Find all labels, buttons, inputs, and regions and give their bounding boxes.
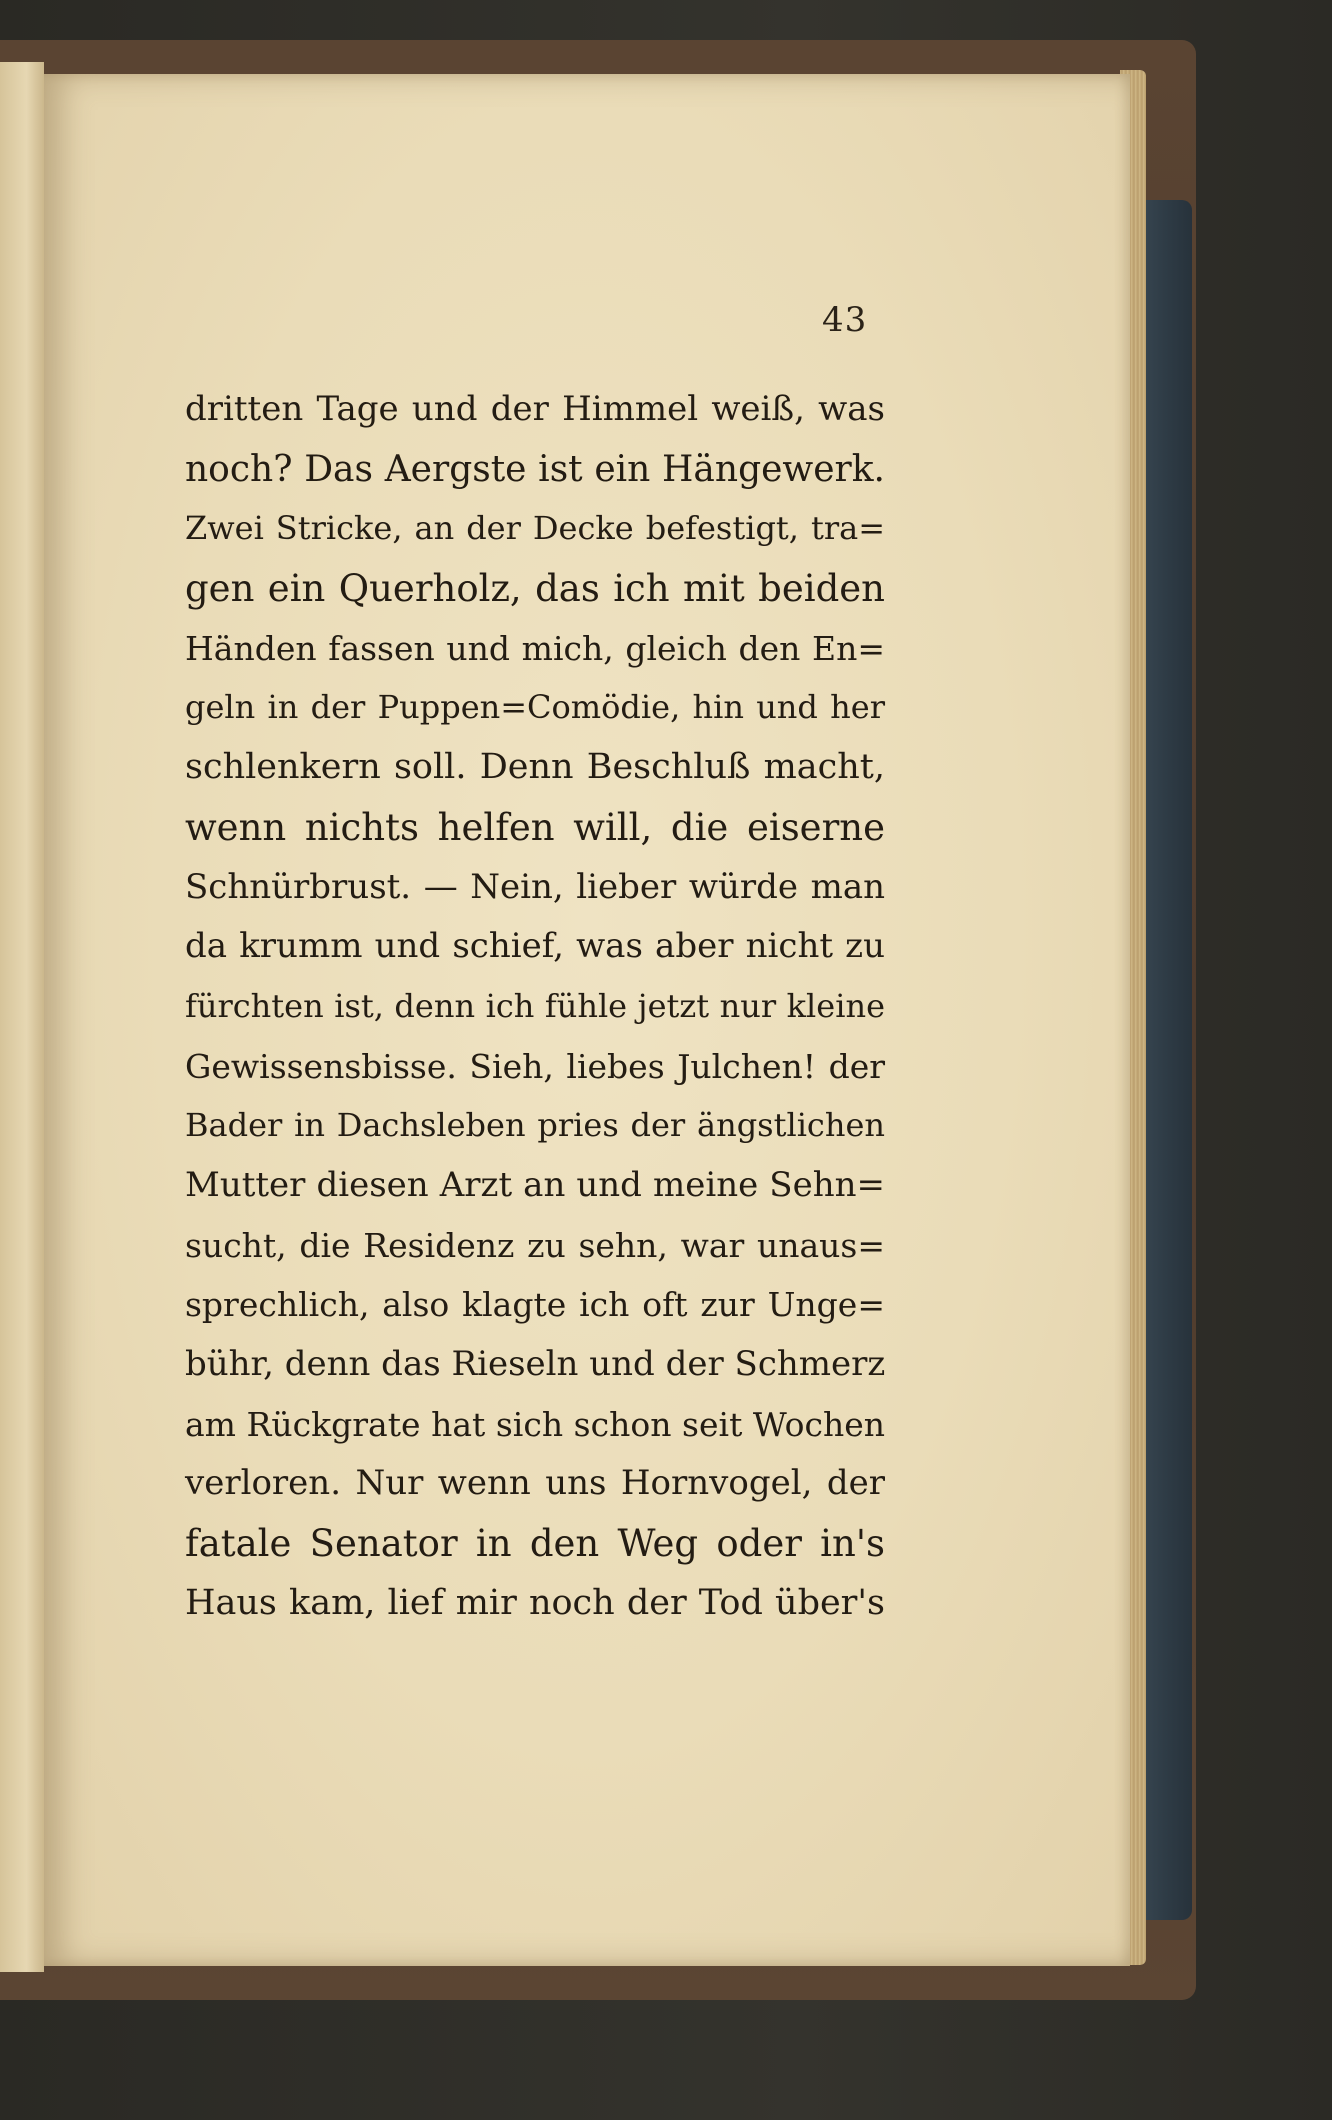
page-number: 43: [822, 300, 868, 340]
text-line: noch? Das Aergste ist ein Hängewerk.: [185, 448, 885, 490]
text-line: fatale Senator in den Weg oder in's: [185, 1522, 885, 1566]
text-line: Gewissensbisse. Sieh, liebes Julchen! der: [185, 1046, 885, 1086]
text-line: wenn nichts helfen will, die eiserne: [185, 805, 885, 849]
facing-page-edge: [0, 62, 44, 1972]
text-line: Zwei Stricke, an der Decke befestigt, tra=: [185, 509, 885, 548]
text-line: geln in der Puppen=Comödie, hin und her: [185, 688, 885, 727]
text-line: Mutter diesen Arzt an und meine Sehn=: [185, 1164, 885, 1205]
text-line: bühr, denn das Rieseln und der Schmerz: [185, 1344, 886, 1384]
text-line: sucht, die Residenz zu sehn, war unaus=: [185, 1225, 885, 1265]
text-line: Bader in Dachsleben pries der ängstlichen: [185, 1106, 885, 1145]
text-line: gen ein Querholz, das ich mit beiden: [185, 567, 885, 611]
page-text: [185, 380, 885, 1633]
text-line: am Rückgrate hat sich schon seit Wochen: [185, 1404, 885, 1444]
text-line: sprechlich, also klagte ich oft zur Unge=: [185, 1285, 885, 1325]
text-line: schlenkern soll. Denn Beschluß macht,: [185, 747, 885, 788]
text-line: Schnürbrust. — Nein, lieber würde man: [185, 866, 885, 907]
text-line: dritten Tage und der Himmel weiß, was: [185, 389, 885, 429]
text-line: da krumm und schief, was aber nicht zu: [185, 926, 885, 967]
text-line: verloren. Nur wenn uns Hornvogel, der: [185, 1463, 885, 1504]
text-line: fürchten ist, denn ich fühle jetzt nur kleine: [185, 986, 885, 1025]
text-line: Händen fassen und mich, gleich den En=: [185, 628, 885, 668]
text-line: Haus kam, lief mir noch der Tod über's: [185, 1582, 885, 1623]
